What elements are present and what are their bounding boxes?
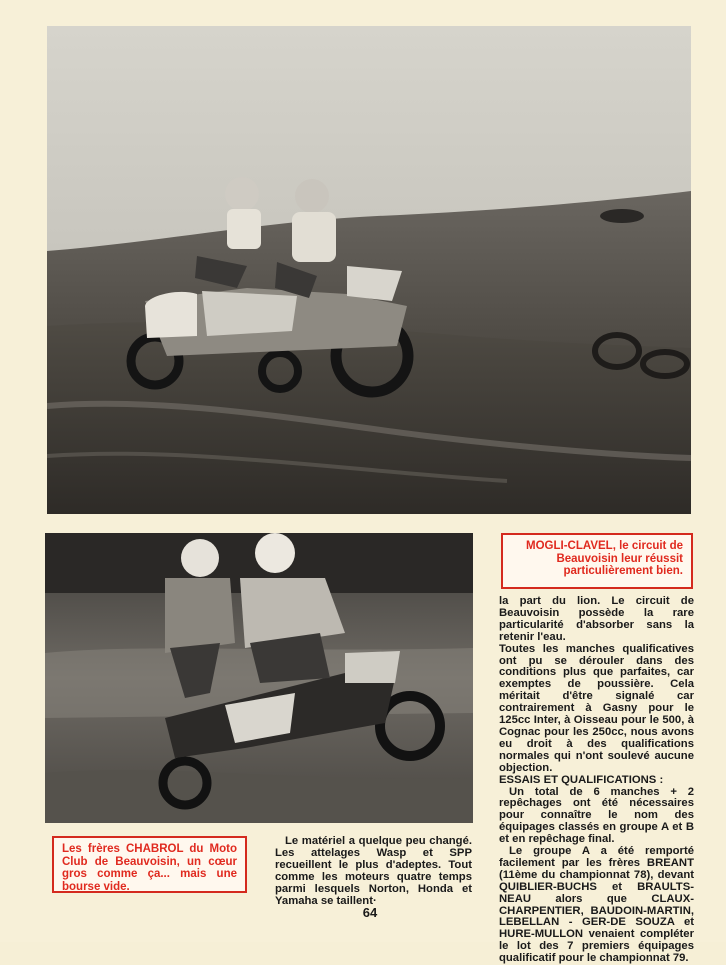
article-column-middle	[275, 836, 472, 907]
paragraph: Le groupe A a été remporté facilement par les frères BREANT (11ème du championnat 78), devant QUIBLIER-BUCHS et BRAULTS-NEAU alors que CLAUX-CHARPENTIER, BAUDOIN-MARTIN, LEBELLAN - GER-DE SOUZA et HURE-MULLON venaient compléter le lot des 7 premiers équipages qualificatif pour le championnat 79.	[499, 845, 694, 965]
paragraph: la part du lion. Le circuit de Beauvoisin possède la rare particularité d'absorber sans la retenir l'eau.	[499, 595, 694, 643]
article-column-right	[499, 596, 694, 965]
paragraph: Le matériel a quelque peu changé. Les attelages Wasp et SPP recueillent le plus d'adeptes. Tout comme les moteurs quatre temps parmi lesquels Norton, Honda et Yamaha se taillent·	[275, 835, 472, 907]
caption-text: MOGLI-CLAVEL, le circuit de Beauvoisin leur réussit particulièrement bien.	[526, 540, 683, 577]
paragraph: Toutes les manches qualificatives ont pu se dérouler dans des conditions plus que parfaites, car exemptes de poussière. Cela méritait d'être signalé car contrairement à Gasny pour le 125cc Inter, à Oisseau pour le 500, à Cognac pour les 250cc, nous avons eu droit à des qualifications normales qui n'ont soulevé aucune objection.	[499, 642, 694, 774]
paragraph: Un total de 6 manches + 2 repêchages ont été nécessaires pour connaître le nom des équipages classés en groupe A et B et en repêchage final.	[499, 785, 694, 846]
section-heading: ESSAIS ET QUALIFICATIONS :	[499, 773, 664, 786]
caption-chabrol	[52, 836, 247, 893]
page-number: 64	[362, 905, 378, 920]
photo-sidecar-mogli-clavel	[47, 26, 691, 514]
caption-text: Les frères CHABROL du Moto Club de Beauvoisin, un cœur gros comme ça... mais une bourse vide.	[62, 843, 237, 893]
caption-mogli-clavel	[501, 533, 693, 589]
photo-sidecar-chabrol	[45, 533, 473, 823]
